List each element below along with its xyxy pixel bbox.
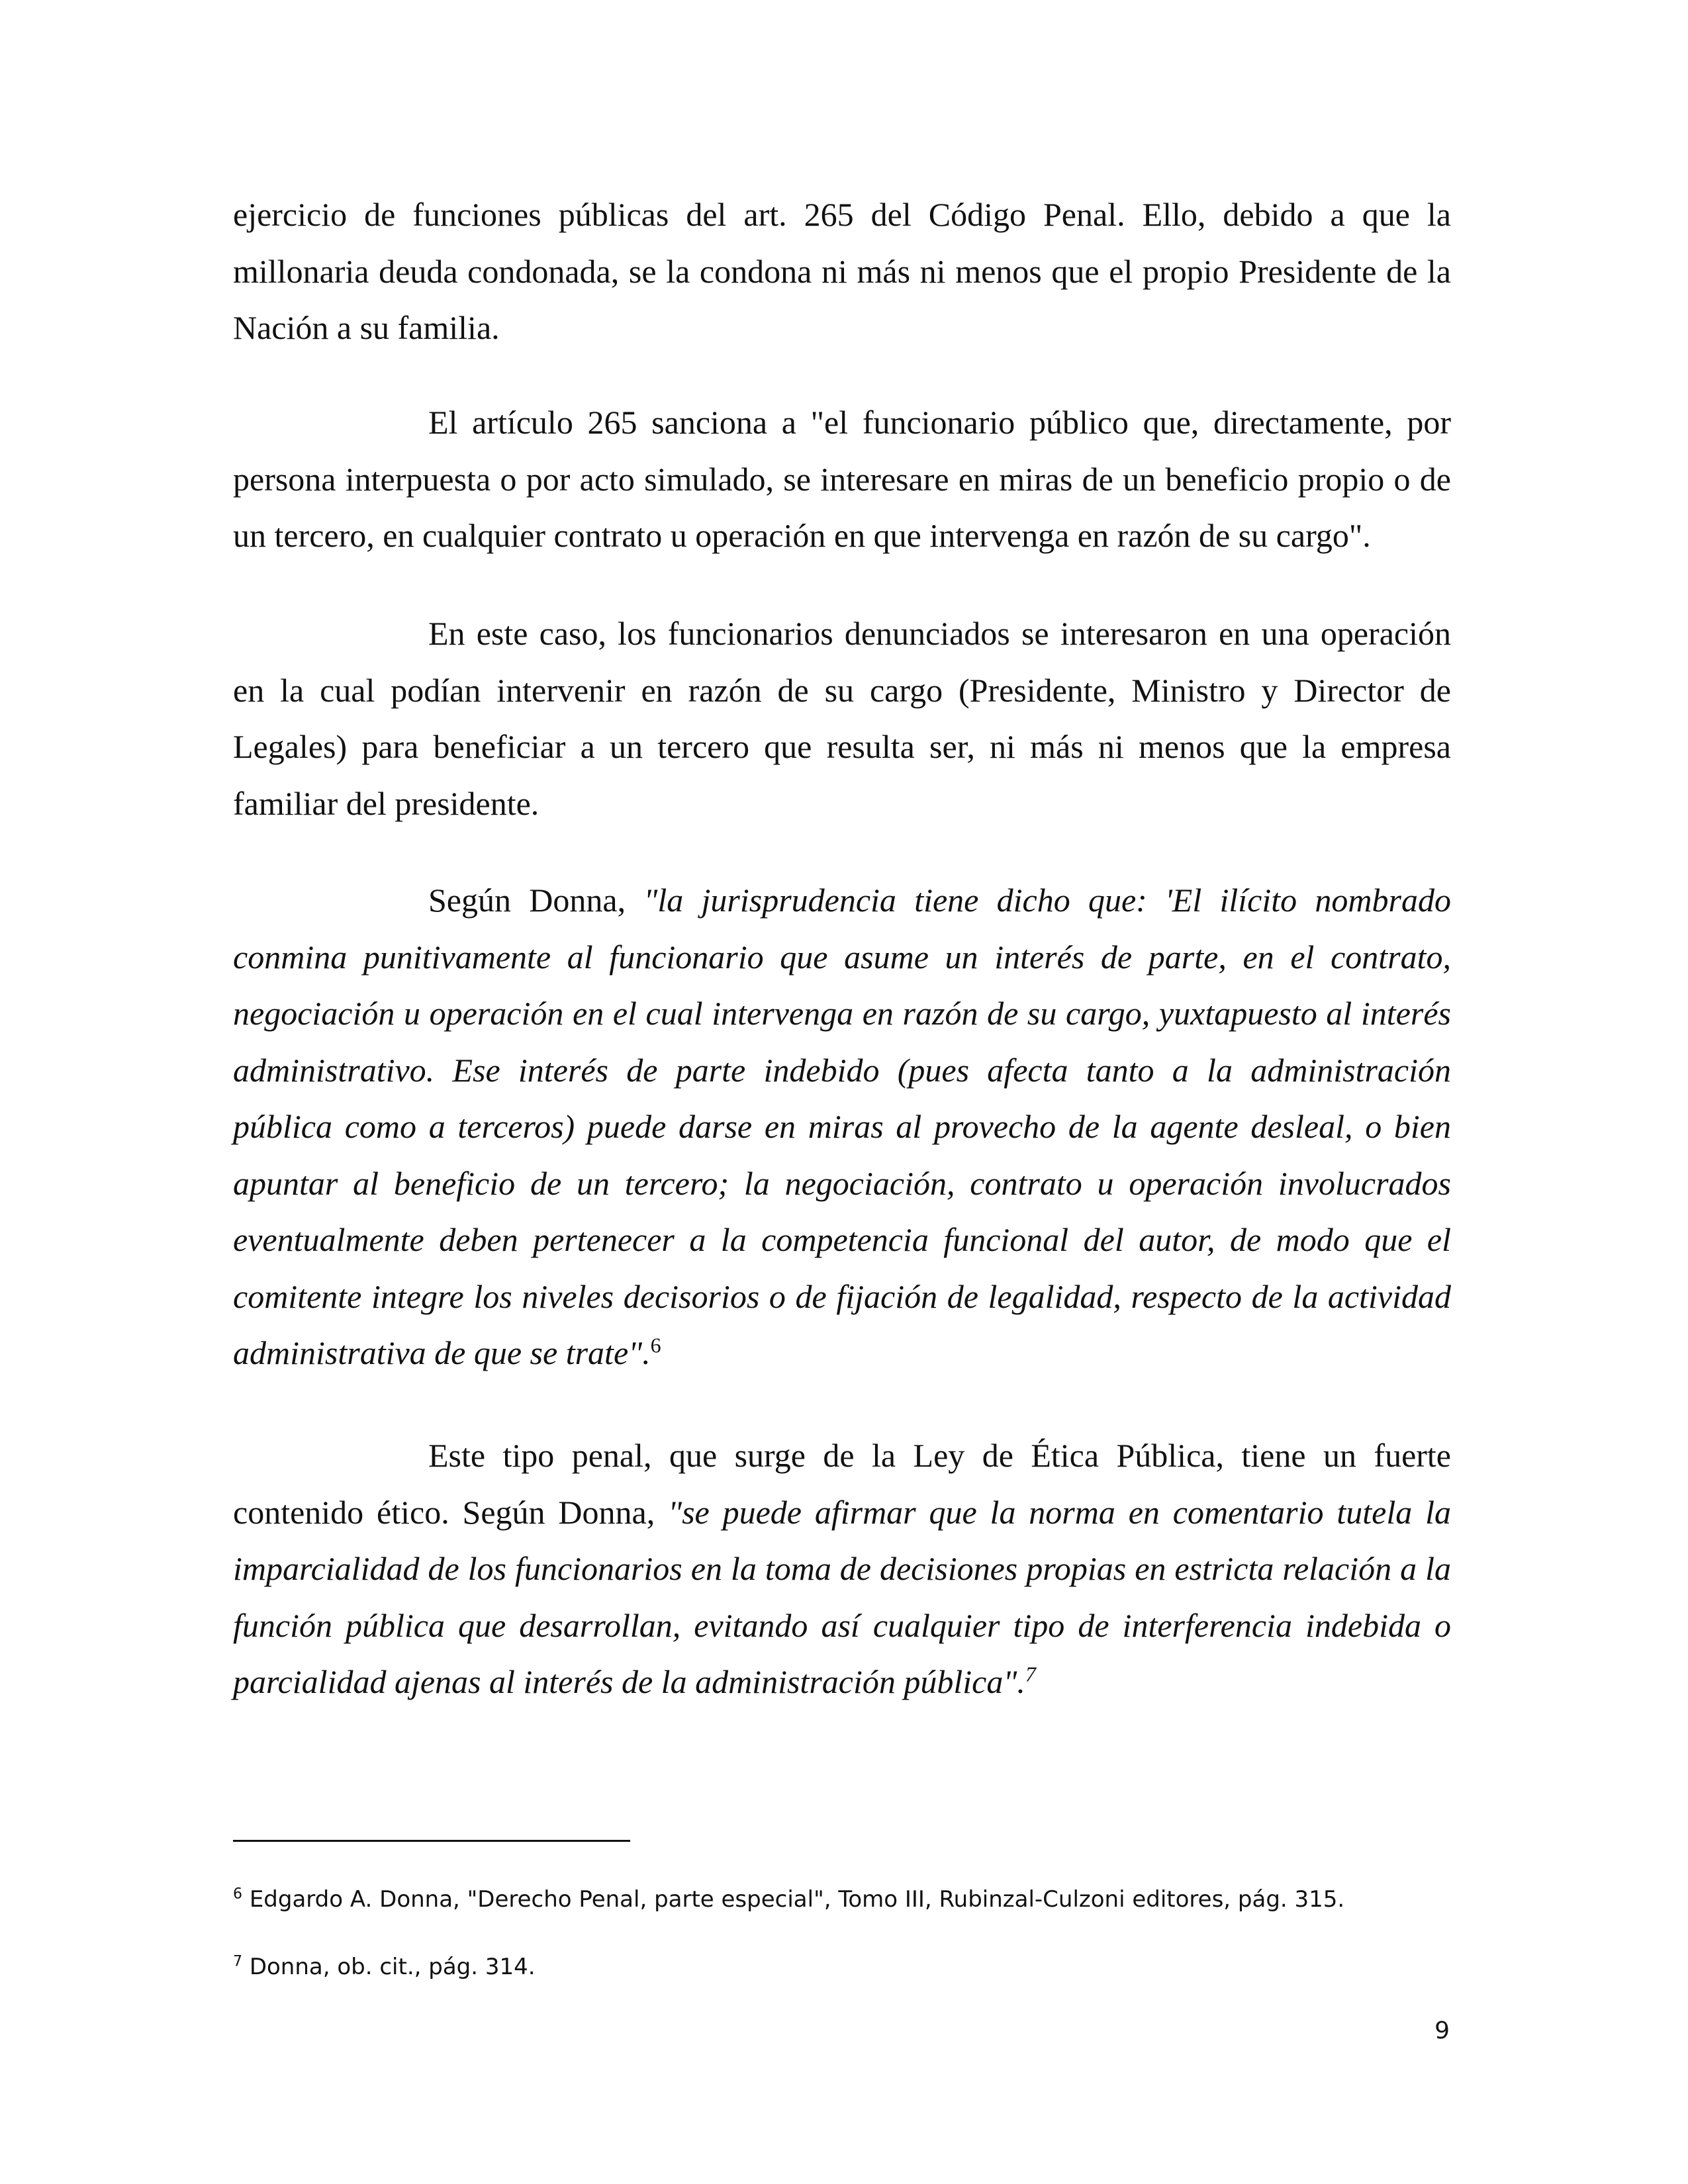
paragraph-4-intro: Según Donna,: [428, 882, 644, 919]
footnote-6: [233, 1884, 1451, 1915]
footnote-ref-6[interactable]: 6: [650, 1333, 661, 1357]
paragraph-3: En este caso, los funcionarios denunciados se interesaron en una operación en la cual podían intervenir en razón de su cargo (Presidente, Ministro y Director de Legales) para beneficiar a un tercero que resulta ser, ni más ni menos que la empresa familiar del presidente.: [233, 615, 1451, 822]
paragraph-1: ejercicio de funciones públicas del art. 265 del Código Penal. Ello, debido a que la millonaria deuda condonada, se la condona ni más ni menos que el propio Presidente de la Nación a su familia.: [233, 196, 1451, 346]
footnote-ref-7[interactable]: 7: [1025, 1662, 1036, 1686]
footnote-7: [233, 1951, 1451, 1983]
paragraph-5-intro: Este tipo penal, que surge de la Ley de Ética Pública, tiene un fuerte contenido ético. Según Donna,: [233, 1437, 1451, 1531]
donna-quote-1: "la jurisprudencia tiene dicho que: 'El ilícito nombrado conmina punitivamente al funcionario que asume un interés de parte, en el contrato, negociación u operación en el cual intervenga en razón de su cargo, yuxtapuesto al interés administrativo. Ese interés de parte indebido (pues afecta tanto a la administración pública como a terceros) puede darse en miras al provecho de la agente desleal, o bien apuntar al beneficio de un tercero; la negociación, contrato u operación involucrados eventualmente deben pertenecer a la competencia funcional del autor, de modo que el comitente integre los niveles decisorios o de fijación de legalidad, respecto de la actividad administrativa de que se trate".: [233, 882, 1451, 1371]
footnote-text: Donna, ob. cit., pág. 314.: [249, 1954, 536, 1980]
donna-quote-2: "se puede afirmar que la norma en comentario tutela la imparcialidad de los funcionarios en la toma de decisiones propias en estricta relación a la función pública que desarrollan, evitando así cualquier tipo de interferencia indebida o parcialidad ajenas al interés de la administración pública".: [233, 1493, 1451, 1700]
footnote-number: 7: [233, 1953, 242, 1970]
footnote-separator: [233, 1840, 630, 1842]
page-number: 9: [1434, 2017, 1450, 2044]
footnote-text: Edgardo A. Donna, "Derecho Penal, parte especial", Tomo III, Rubinzal-Culzoni editores, pág. 315.: [249, 1886, 1345, 1913]
footnote-number: 6: [233, 1886, 242, 1903]
paragraph-2: El artículo 265 sanciona a "el funcionario público que, directamente, por persona interpuesta o por acto simulado, se interesare en miras de un beneficio propio o de un tercero, en cualquier contrato u operación en que intervenga en razón de su cargo".: [233, 404, 1451, 554]
paragraph-4: [233, 872, 1451, 1382]
paragraph-5: [233, 1428, 1451, 1711]
